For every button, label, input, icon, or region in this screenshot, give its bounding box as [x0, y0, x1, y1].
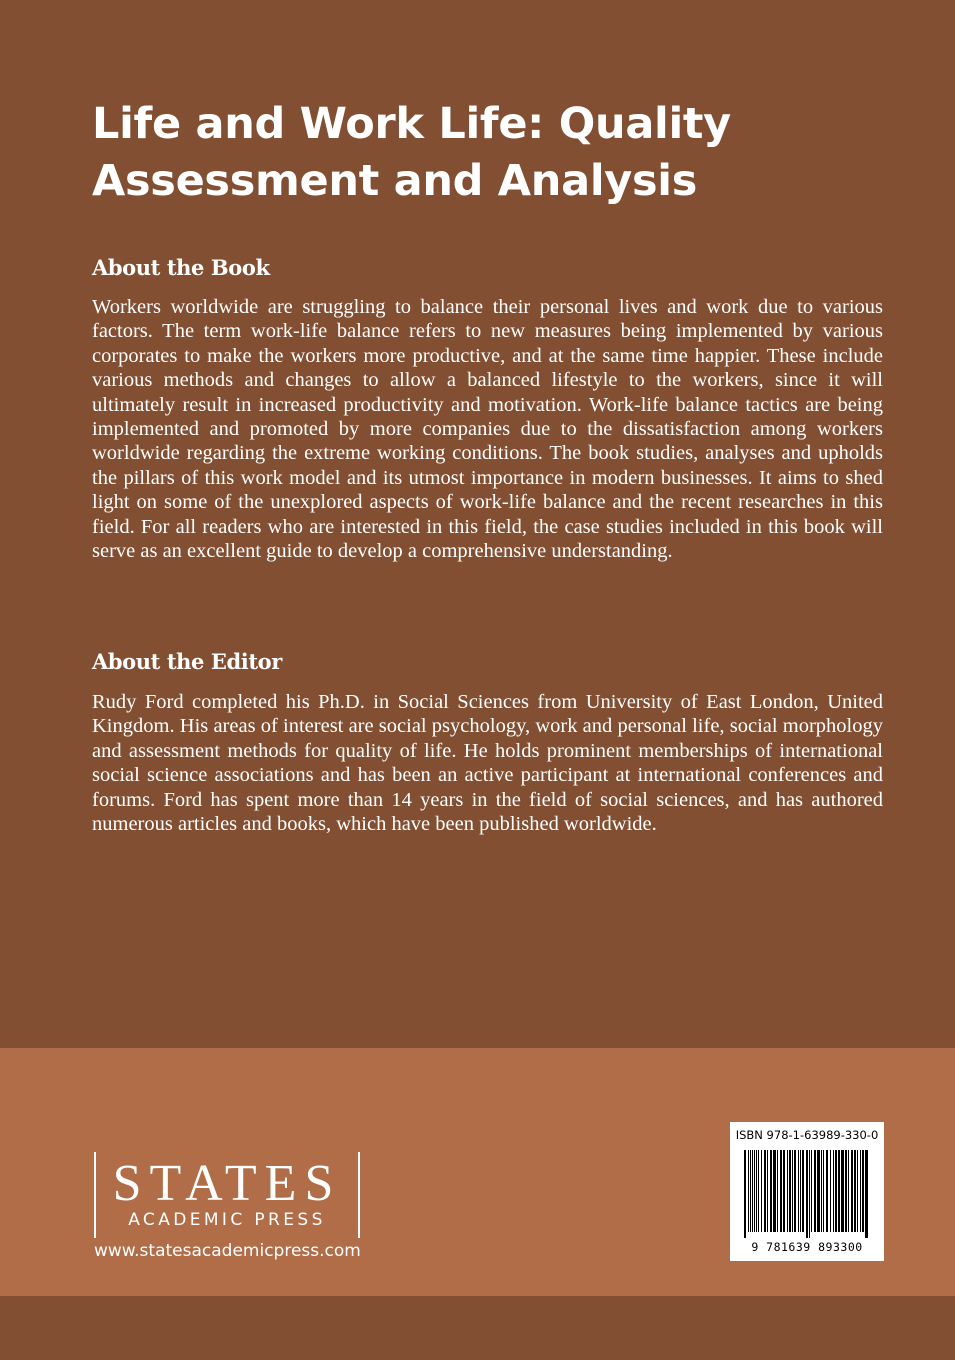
barcode-bar — [857, 1150, 858, 1232]
barcode-bar — [754, 1150, 755, 1232]
isbn-label: ISBN 978-1-63989-330-0 — [735, 1128, 879, 1142]
book-title — [92, 96, 892, 210]
barcode-bar — [802, 1150, 804, 1232]
barcode-bar — [862, 1150, 864, 1232]
barcode-bar — [848, 1150, 849, 1232]
about-book-text: Workers worldwide are struggling to balance their personal lives and work due to various factors. The term work-life balance refers to new measures being implemented by various corporates to make the workers more productive, and at the same time happier. These include various methods and changes to allow a balanced lifestyle to the workers, since it will ultimately result in increased productivity and motivation. Work-life balance tactics are being implemented and promoted by more companies due to the dissatisfaction among workers worldwide regarding the extreme working conditions. The book studies, analyses and upholds the pillars of this work model and its utmost importance in modern businesses. It aims to shed light on some of the unexplored aspects of work-life balance and the recent researches in this field. For all readers who are interested in this field, the case studies included in this book will serve as an excellent guide to develop a comprehensive understanding. — [92, 296, 883, 563]
barcode-bar — [748, 1150, 749, 1232]
book-title-line-2: Assessment and Analysis — [92, 156, 698, 206]
barcode-bar — [838, 1150, 840, 1232]
barcode-bar — [823, 1150, 824, 1232]
barcode-bar — [770, 1150, 772, 1232]
publisher-name: STATES — [112, 1155, 342, 1212]
barcode-bar — [817, 1150, 820, 1232]
barcode-bar — [744, 1150, 746, 1238]
barcode-bar — [851, 1150, 853, 1232]
barcode-bar — [756, 1150, 757, 1232]
barcode-bar — [750, 1150, 751, 1232]
barcode-bar — [787, 1150, 788, 1232]
barcode-bar — [830, 1150, 831, 1232]
barcode-bar — [860, 1150, 861, 1232]
about-editor-heading: About the Editor — [92, 649, 282, 674]
barcode-bar — [806, 1150, 808, 1238]
isbn-barcode — [730, 1122, 884, 1261]
barcode-bar — [777, 1150, 778, 1232]
barcode-bar — [789, 1150, 791, 1232]
bottom-strip — [0, 1296, 955, 1360]
barcode-bar — [833, 1150, 834, 1232]
barcode-bar — [792, 1150, 793, 1232]
publisher-website: www.statesacademicpress.com — [94, 1241, 361, 1261]
barcode-bar — [794, 1150, 796, 1232]
barcode-bar — [821, 1150, 822, 1232]
about-book-heading: About the Book — [92, 255, 270, 280]
barcode-bar — [767, 1150, 768, 1232]
barcode-bar — [841, 1150, 844, 1232]
barcode-bar — [854, 1150, 856, 1232]
barcode-bar — [811, 1150, 812, 1232]
barcode-bar — [783, 1150, 785, 1232]
barcode-bar — [800, 1150, 801, 1232]
barcode-bar — [764, 1150, 766, 1232]
publisher-logo — [94, 1152, 360, 1238]
barcode-bar — [761, 1150, 762, 1232]
barcode-bar — [780, 1150, 782, 1232]
barcode-bar — [845, 1150, 847, 1232]
barcode-bar — [809, 1150, 810, 1238]
book-title-line-1: Life and Work Life: Quality — [92, 99, 731, 149]
barcode-bar — [865, 1150, 868, 1238]
barcode-bars — [742, 1150, 872, 1238]
barcode-digits: 9 781639 893300 — [751, 1240, 863, 1254]
barcode-bar — [835, 1150, 837, 1232]
barcode-bar — [758, 1150, 759, 1232]
barcode-bar — [814, 1150, 816, 1232]
barcode-bar — [798, 1150, 799, 1232]
about-editor-text: Rudy Ford completed his Ph.D. in Social Sciences from University of East London, United Kingdom. His areas of interest are social psychology, work and personal life, social morphology and assessment methods for quality of life. He holds prominent memberships of international social science associations and has been an active participant at international conferences and forums. Ford has spent more than 14 years in the field of social sciences, and has authored numerous articles and books, which have been published worldwide. — [92, 691, 883, 836]
barcode-bar — [773, 1150, 776, 1232]
barcode-bar — [752, 1150, 753, 1232]
barcode-bar — [826, 1150, 828, 1232]
publisher-subname: ACADEMIC PRESS — [128, 1210, 326, 1230]
